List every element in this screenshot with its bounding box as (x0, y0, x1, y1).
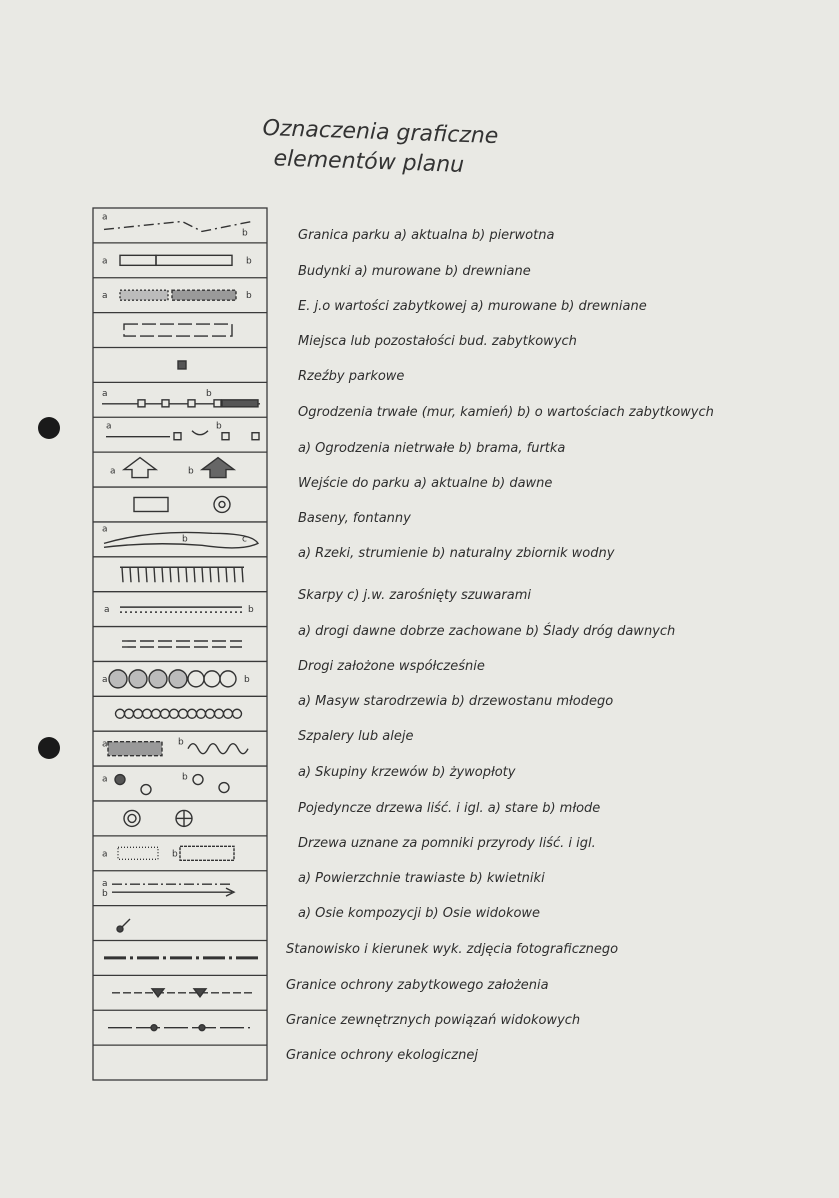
alley-tree-symbol (188, 709, 197, 718)
legend-letter-a: a (102, 849, 108, 860)
old-deciduous-tree-symbol (115, 775, 125, 785)
slope-hatch-symbol (194, 567, 195, 582)
slope-hatch-symbol (130, 567, 131, 582)
legend-description-17: Pojedyncze drzewa liść. i igl. a) stare b) młode (298, 800, 601, 816)
legend-letter-b: b (102, 889, 108, 900)
old-tree-mass-symbol (129, 670, 147, 688)
alley-tree-symbol (125, 709, 134, 718)
legend-letter-a: a (102, 256, 108, 267)
pool-symbol (134, 497, 168, 511)
old-tree-mass-symbol (149, 670, 167, 688)
legend-letter-a: a (102, 739, 108, 750)
legend-letter-b: b (206, 388, 212, 399)
legend-description-8: Wejście do parku a) aktualne b) dawne (298, 475, 553, 491)
slope-hatch-symbol (226, 567, 227, 582)
legend-symbols-panel (92, 206, 270, 1086)
entrance-current-symbol (124, 458, 156, 478)
hedge-symbol (188, 744, 248, 754)
slope-hatch-symbol (162, 567, 163, 582)
slope-hatch-symbol (234, 567, 235, 582)
legend-letter-b: b (248, 605, 254, 616)
slope-hatch-symbol (178, 567, 179, 582)
legend-letter-a: a (110, 466, 116, 477)
legend-letter-b: b (182, 772, 188, 783)
alley-tree-symbol (143, 709, 152, 718)
young-tree-mass-symbol (204, 671, 220, 687)
slope-hatch-symbol (146, 567, 147, 582)
legend-letter-b: b (244, 674, 250, 685)
old-tree-mass-symbol (169, 670, 187, 688)
fence-post-symbol (188, 400, 195, 407)
gate-symbol (192, 431, 208, 435)
alley-tree-symbol (152, 709, 161, 718)
legend-letter-a: a (102, 291, 108, 302)
alley-tree-symbol (116, 709, 125, 718)
legend-description-2: Budynki a) murowane b) drewniane (298, 263, 531, 279)
historic-fence-symbol (222, 400, 258, 407)
legend-description-14: a) Masyw starodrzewia b) drzewostanu młodego (298, 694, 614, 710)
legend-description-11: Skarpy c) j.w. zarośnięty szuwarami (298, 588, 531, 603)
legend-letter-b: b (246, 291, 252, 302)
fountain-inner-symbol (219, 501, 225, 507)
young-tree-mass-symbol (188, 671, 204, 687)
legend-letter-a: a (102, 774, 108, 785)
legend-description-23: Granice zewnętrznych powiązań widokowych (286, 1012, 581, 1028)
legend-letter-b: b (216, 421, 222, 432)
punch-hole-top (38, 417, 60, 439)
young-conifer-tree-symbol (219, 783, 229, 793)
fence-post-symbol (162, 400, 169, 407)
old-conifer-tree-symbol (141, 785, 151, 795)
alley-tree-symbol (161, 709, 170, 718)
legend-letter-a: a (106, 421, 112, 432)
legend-description-21: Stanowisko i kierunek wyk. zdjęcia fotograficznego (286, 942, 619, 957)
young-tree-mass-symbol (220, 671, 236, 687)
slope-hatch-symbol (122, 567, 123, 582)
river-symbol (104, 532, 258, 547)
legend-description-10: a) Rzeki, strumienie b) naturalny zbiornik wodny (298, 546, 615, 562)
gate-post-symbol (222, 433, 229, 440)
legend-letter-a: a (102, 879, 108, 890)
page-title (261, 114, 499, 182)
legend-description-6: Ogrodzenia trwałe (mur, kamień) b) o wartościach zabytkowych (298, 405, 714, 420)
monument-deciduous-tree-inner (128, 814, 136, 822)
alley-tree-symbol (134, 709, 143, 718)
legend-letter-a: a (102, 388, 108, 399)
legend-letter-a: a (104, 605, 110, 616)
legend-letter-b: b (246, 256, 252, 267)
slope-hatch-symbol (186, 567, 187, 582)
alley-tree-symbol (206, 709, 215, 718)
slope-hatch-symbol (218, 567, 219, 582)
legend-description-1: Granica parku a) aktualna b) pierwotna (298, 228, 555, 243)
entrance-former-symbol (202, 458, 234, 478)
legend-description-4: Miejsca lub pozostałości bud. zabytkowych (298, 334, 577, 350)
gate-post-symbol (252, 433, 259, 440)
alley-tree-symbol (179, 709, 188, 718)
lawn-symbol (118, 847, 158, 859)
legend-description-13: Drogi założone współcześnie (298, 658, 485, 674)
shrub-group-symbol (108, 742, 162, 756)
legend-letter-b: b (178, 737, 184, 748)
legend-letter-a: a (102, 212, 108, 223)
sculpture-symbol (178, 361, 186, 369)
legend-description-22: Granice ochrony zabytkowego założenia (286, 977, 549, 993)
slope-hatch-symbol (242, 567, 243, 582)
punch-hole-bottom (38, 737, 60, 759)
legend-description-20: a) Osie kompozycji b) Osie widokowe (298, 906, 541, 922)
legend-letter-a: a (102, 524, 108, 535)
legend-frame (93, 208, 267, 1080)
historic-building-masonry-symbol (120, 290, 168, 300)
legend-description-24: Granice ochrony ekologicznej (286, 1048, 478, 1064)
slope-hatch-symbol (202, 567, 203, 582)
flowerbed-symbol (180, 846, 234, 860)
title-line-1: Oznaczenia graficzne (262, 115, 499, 150)
photo-station-symbol (117, 926, 123, 932)
title-line-2: elementów planu (273, 146, 465, 178)
old-tree-mass-symbol (109, 670, 127, 688)
legend-description-12: a) drogi dawne dobrze zachowane b) Ślady dróg dawnych (298, 623, 676, 639)
historic-building-wooden-symbol (172, 290, 236, 300)
legend-letter-c: c (242, 534, 247, 545)
legend-description-18: Drzewa uznane za pomniki przyrody liść. i igl. (298, 835, 596, 851)
legend-letter-b: b (182, 534, 188, 545)
legend-letter-b: b (242, 228, 248, 239)
legend-description-15: Szpalery lub aleje (298, 729, 414, 745)
legend-letter-b: b (172, 849, 178, 860)
building-masonry-symbol (120, 255, 156, 265)
alley-tree-symbol (224, 709, 233, 718)
fence-post-symbol (214, 400, 221, 407)
ecological-marker (151, 1025, 157, 1031)
gate-post-symbol (174, 433, 181, 440)
legend-description-16: a) Skupiny krzewów b) żywopłoty (298, 765, 516, 780)
slope-hatch-symbol (154, 567, 155, 582)
alley-tree-symbol (197, 709, 206, 718)
legend-description-7: a) Ogrodzenia nietrwałe b) brama, furtka (298, 440, 566, 456)
legend-description-9: Baseny, fontanny (298, 511, 411, 527)
legend-description-19: a) Powierzchnie trawiaste b) kwietniki (298, 871, 545, 887)
fence-post-symbol (138, 400, 145, 407)
legend-letter-a: a (102, 674, 108, 685)
alley-tree-symbol (215, 709, 224, 718)
ecological-marker-2 (199, 1025, 205, 1031)
legend-description-3: E. j.o wartości zabytkowej a) murowane b) drewniane (298, 298, 647, 314)
legend-description-5: Rzeźby parkowe (298, 369, 405, 385)
slope-hatch-symbol (170, 567, 171, 582)
building-wooden-symbol (156, 255, 232, 265)
alley-tree-symbol (233, 709, 242, 718)
park-boundary-symbol (104, 221, 252, 231)
slope-hatch-symbol (138, 567, 139, 582)
young-deciduous-tree-symbol (193, 775, 203, 785)
legend-letter-b: b (188, 466, 194, 477)
slope-hatch-symbol (210, 567, 211, 582)
remains-symbol (124, 324, 232, 336)
fountain-symbol (214, 496, 230, 512)
monument-deciduous-tree-symbol (124, 810, 140, 826)
alley-tree-symbol (170, 709, 179, 718)
